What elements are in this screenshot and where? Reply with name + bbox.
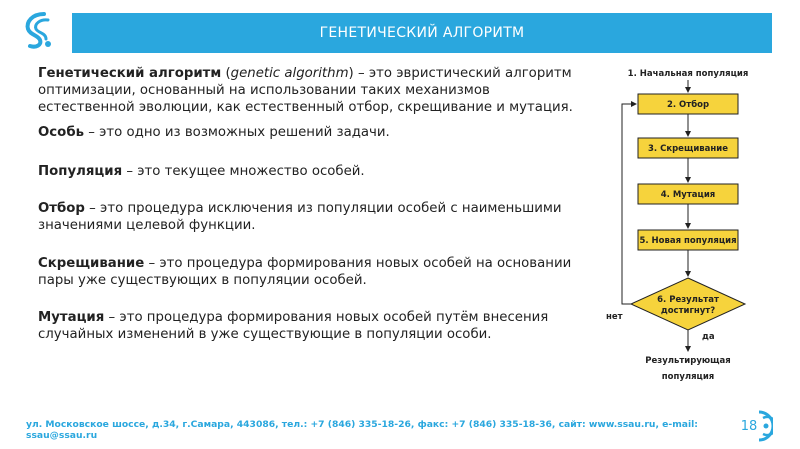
definition-genetic-algorithm: Генетический алгоритм (genetic algorithm) – это эвристический алгоритм оптимизации, основанный на использовании таких механизмов естественной эволюции, как естественный отбор, скрещивание и мутация.	[38, 66, 573, 115]
flow-step-crossover-label: 3. Скрещивание	[647, 144, 729, 154]
flow-result-label-line2: популяция	[661, 372, 715, 382]
definition-selection	[38, 200, 586, 234]
definition-text: – это текущее множество особей.	[122, 164, 365, 179]
slide-title: ГЕНЕТИЧЕСКИЙ АЛГОРИТМ	[319, 25, 525, 41]
term: Популяция	[38, 164, 123, 179]
definition-text: – это процедура исключения из популяции особей с наименьшими значениями целевой функции.	[38, 201, 562, 233]
flow-no-label: нет	[606, 312, 623, 322]
definition-individual	[38, 124, 586, 141]
page-number: 18	[740, 419, 758, 434]
flow-decision-label-line2: достигнут?	[660, 306, 716, 316]
flow-start-label: 1. Начальная популяция	[627, 69, 749, 79]
footer-contacts: ул. Московское шоссе, д.34, г.Самара, 443086, тел.: +7 (846) 335-18-26, факс: +7 (846) 335-18-36, сайт: www.ssau.ru, e-mail: ssau@ssau.ru	[26, 419, 698, 441]
definition-mutation	[38, 309, 586, 343]
definition-text: – это процедура формирования новых особей путём внесения случайных изменений в уже существующие в популяции особи.	[38, 310, 549, 342]
flowchart	[600, 62, 785, 392]
flow-step-new-population-label: 5. Новая популяция	[639, 236, 737, 246]
definition-text: – это одно из возможных решений задачи.	[84, 125, 390, 140]
term-english: genetic algorithm	[230, 66, 349, 81]
term: Скрещивание	[38, 256, 145, 271]
definition-text: – это процедура формирования новых особей на основании пары уже существующих в популяции особей.	[38, 256, 572, 288]
term: Генетический алгоритм	[38, 66, 222, 81]
slide-title-bar	[72, 13, 772, 53]
definitions-text	[38, 65, 586, 343]
university-logo-icon	[22, 11, 56, 51]
flow-decision-label-line1: 6. Результат	[657, 295, 719, 305]
flow-step-mutation-label: 4. Мутация	[660, 190, 716, 200]
term: Особь	[38, 125, 85, 140]
flow-step-selection-label: 2. Отбор	[666, 100, 710, 110]
definition-crossover	[38, 255, 586, 289]
term: Отбор	[38, 201, 85, 216]
flow-loop-arrow	[622, 104, 636, 304]
page-number-badge	[733, 408, 773, 444]
flow-yes-label: да	[702, 332, 715, 342]
term: Мутация	[38, 310, 105, 325]
definition-text: – это эвристический алгоритм оптимизации, основанный на использовании таких механизмов естественной эволюции, как естественный отбор, скрещивание и мутация.	[38, 66, 573, 115]
flow-result-label-line1: Результирующая	[645, 356, 731, 366]
definition-population	[38, 163, 586, 180]
